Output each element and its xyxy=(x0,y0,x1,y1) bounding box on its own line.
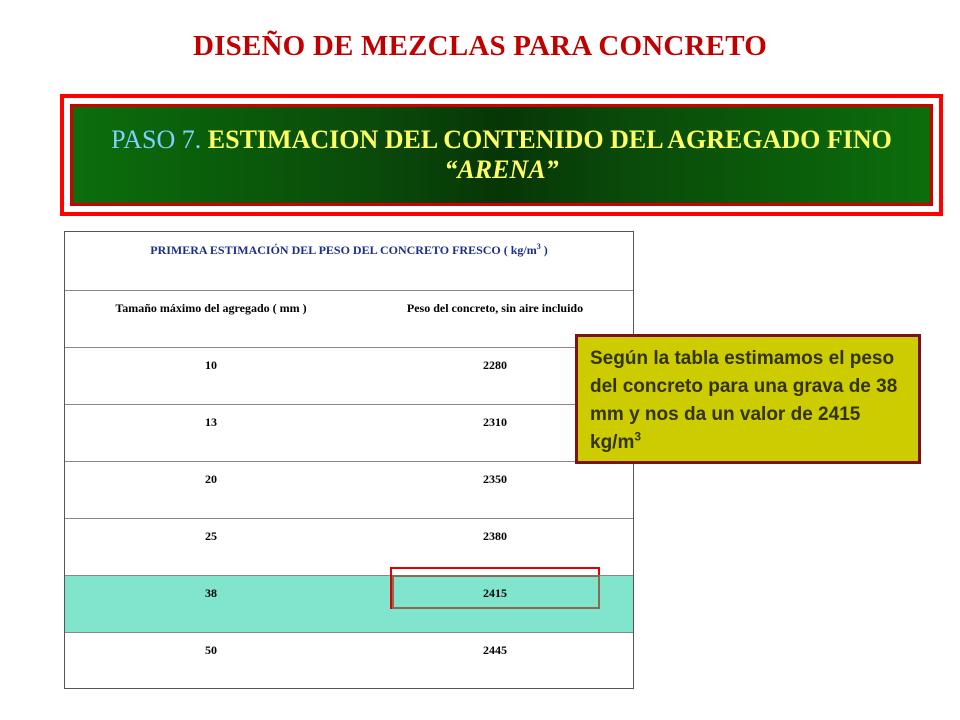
step-subtitle: “ARENA” xyxy=(444,155,559,184)
cell-size: 10 xyxy=(205,358,217,372)
table-row xyxy=(65,461,633,518)
table-row xyxy=(65,347,633,404)
callout-superscript: 3 xyxy=(634,429,642,444)
cell-weight: 2445 xyxy=(483,643,507,657)
cell-size: 25 xyxy=(205,529,217,543)
cell-size: 20 xyxy=(205,472,217,486)
callout-note xyxy=(575,334,921,464)
cell-weight: 2310 xyxy=(483,415,507,429)
column-header-weight: Peso del concreto, sin aire incluido xyxy=(406,301,584,315)
cell-weight: 2350 xyxy=(483,472,507,486)
table-row xyxy=(65,404,633,461)
cell-weight: 2380 xyxy=(483,529,507,543)
step-heading xyxy=(111,125,892,155)
step-title: ESTIMACION DEL CONTENIDO DEL AGREGADO FINO xyxy=(201,125,892,154)
concrete-weight-table xyxy=(64,231,634,689)
cell-weight: 2415 xyxy=(483,586,507,600)
cell-size: 38 xyxy=(205,586,217,600)
step-banner xyxy=(60,94,943,216)
table-title: PRIMERA ESTIMACIÓN DEL PESO DEL CONCRETO FRESCO ( $kg/m^3$ ) xyxy=(150,242,548,257)
cell-weight: 2280 xyxy=(483,358,507,372)
page-title: DISEÑO DE MEZCLAS PARA CONCRETO xyxy=(193,30,767,62)
table-row xyxy=(65,632,633,688)
column-header-size: Tamaño máximo del agregado ( mm ) xyxy=(115,301,307,315)
table-title-row xyxy=(65,232,633,290)
step-number: PASO 7. xyxy=(111,125,202,154)
step-banner-inner xyxy=(70,104,933,206)
cell-size: 13 xyxy=(205,415,217,429)
cell-size: 50 xyxy=(205,643,217,657)
highlight-frame-inner xyxy=(392,575,600,609)
table-header-row xyxy=(65,290,633,347)
callout-text: Según la tabla estimamos el peso del concreto para una grava de 38 mm y nos da un valor de 2415 kg/m xyxy=(590,348,898,453)
